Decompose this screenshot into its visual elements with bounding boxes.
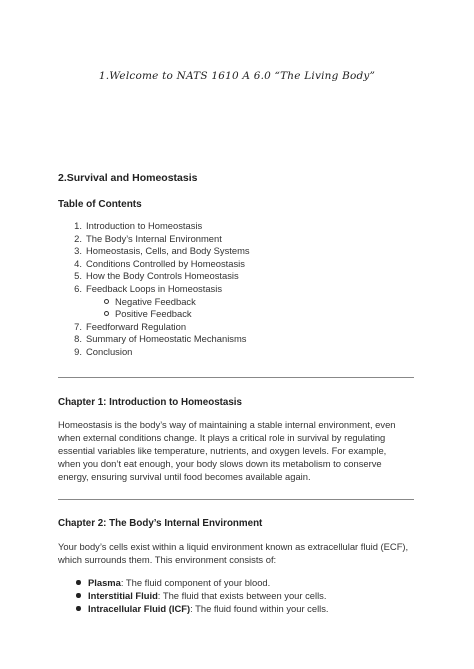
toc-label: Summary of Homeostatic Mechanisms [86,333,247,345]
document-title: 1.Welcome to NATS 1610 A 6.0 “The Living Body” [98,70,376,82]
list-item-text [88,589,326,602]
toc-label: The Body’s Internal Environment [86,232,222,244]
list-item [58,576,420,589]
toc-number: 4. [74,257,82,269]
toc-item [58,321,418,334]
paragraph-line: energy, ensuring survival until food becomes available again. [58,471,311,482]
horizontal-divider [58,499,414,500]
toc-item [58,333,418,346]
toc-item [58,245,418,258]
toc-sublabel: Positive Feedback [115,308,192,320]
toc-subitem [58,308,418,321]
toc-item [58,346,418,359]
toc-number: 8. [74,333,82,345]
bullet-icon [76,593,81,598]
paragraph-line: Your body’s cells exist within a liquid environment known as extracellular fluid (ECF), [58,541,409,552]
list-item-term: Plasma [88,577,121,588]
toc-item [58,233,418,246]
toc-number: 6. [74,282,82,294]
chapter-1-heading: Chapter 1: Introduction to Homeostasis [58,397,242,408]
toc-label: Conditions Controlled by Homeostasis [86,257,245,269]
paragraph-line: essential variables like temperature, nutrients, and oxygen levels. For example, [58,445,387,456]
toc-label: How the Body Controls Homeostasis [86,270,239,282]
paragraph-line: when you don’t eat enough, your body slows down its metabolism to conserve [58,458,382,469]
list-item-text [88,602,329,615]
section-heading: 2.Survival and Homeostasis [58,172,198,184]
toc-item [58,270,418,283]
toc-label: Homeostasis, Cells, and Body Systems [86,245,250,257]
toc-number: 7. [74,320,82,332]
toc-heading: Table of Contents [58,199,142,210]
toc-number: 1. [74,220,82,231]
paragraph-line: when external conditions change. It plays a critical role in survival by regulating [58,432,386,443]
paragraph-line: which surrounds them. This environment consists of: [58,554,277,565]
toc-item [58,258,418,271]
toc-number: 9. [74,345,82,357]
toc-label: Feedforward Regulation [86,320,187,332]
list-item-term: Interstitial Fluid [88,590,158,601]
toc-label: Feedback Loops in Homeostasis [86,282,223,294]
toc-item [58,220,418,233]
list-item-text [88,576,270,589]
bullet-icon [76,606,81,611]
toc-subitem [58,296,418,309]
hollow-bullet-icon [104,311,109,316]
list-item-description: : The fluid that exists between your cells. [157,590,327,601]
fluid-list [58,576,420,615]
toc-sublabel: Negative Feedback [115,295,196,307]
chapter-2-heading: Chapter 2: The Body’s Internal Environment [58,518,263,529]
chapter-2-paragraph [58,540,420,566]
toc-label: Introduction to Homeostasis [86,220,203,231]
toc-number: 2. [74,232,82,244]
toc-number: 3. [74,245,82,257]
list-item [58,589,420,602]
table-of-contents [58,220,418,359]
toc-label: Conclusion [86,345,133,357]
list-item-description: : The fluid found within your cells. [190,603,329,614]
hollow-bullet-icon [104,299,109,304]
paragraph-line: Homeostasis is the body’s way of maintaining a stable internal environment, even [58,419,396,430]
list-item [58,602,420,615]
horizontal-divider [58,377,414,378]
chapter-1-paragraph [58,418,420,483]
toc-number: 5. [74,270,82,282]
list-item-description: : The fluid component of your blood. [120,577,271,588]
toc-item [58,283,418,296]
list-item-term: Intracellular Fluid (ICF) [88,603,191,614]
bullet-icon [76,580,81,585]
